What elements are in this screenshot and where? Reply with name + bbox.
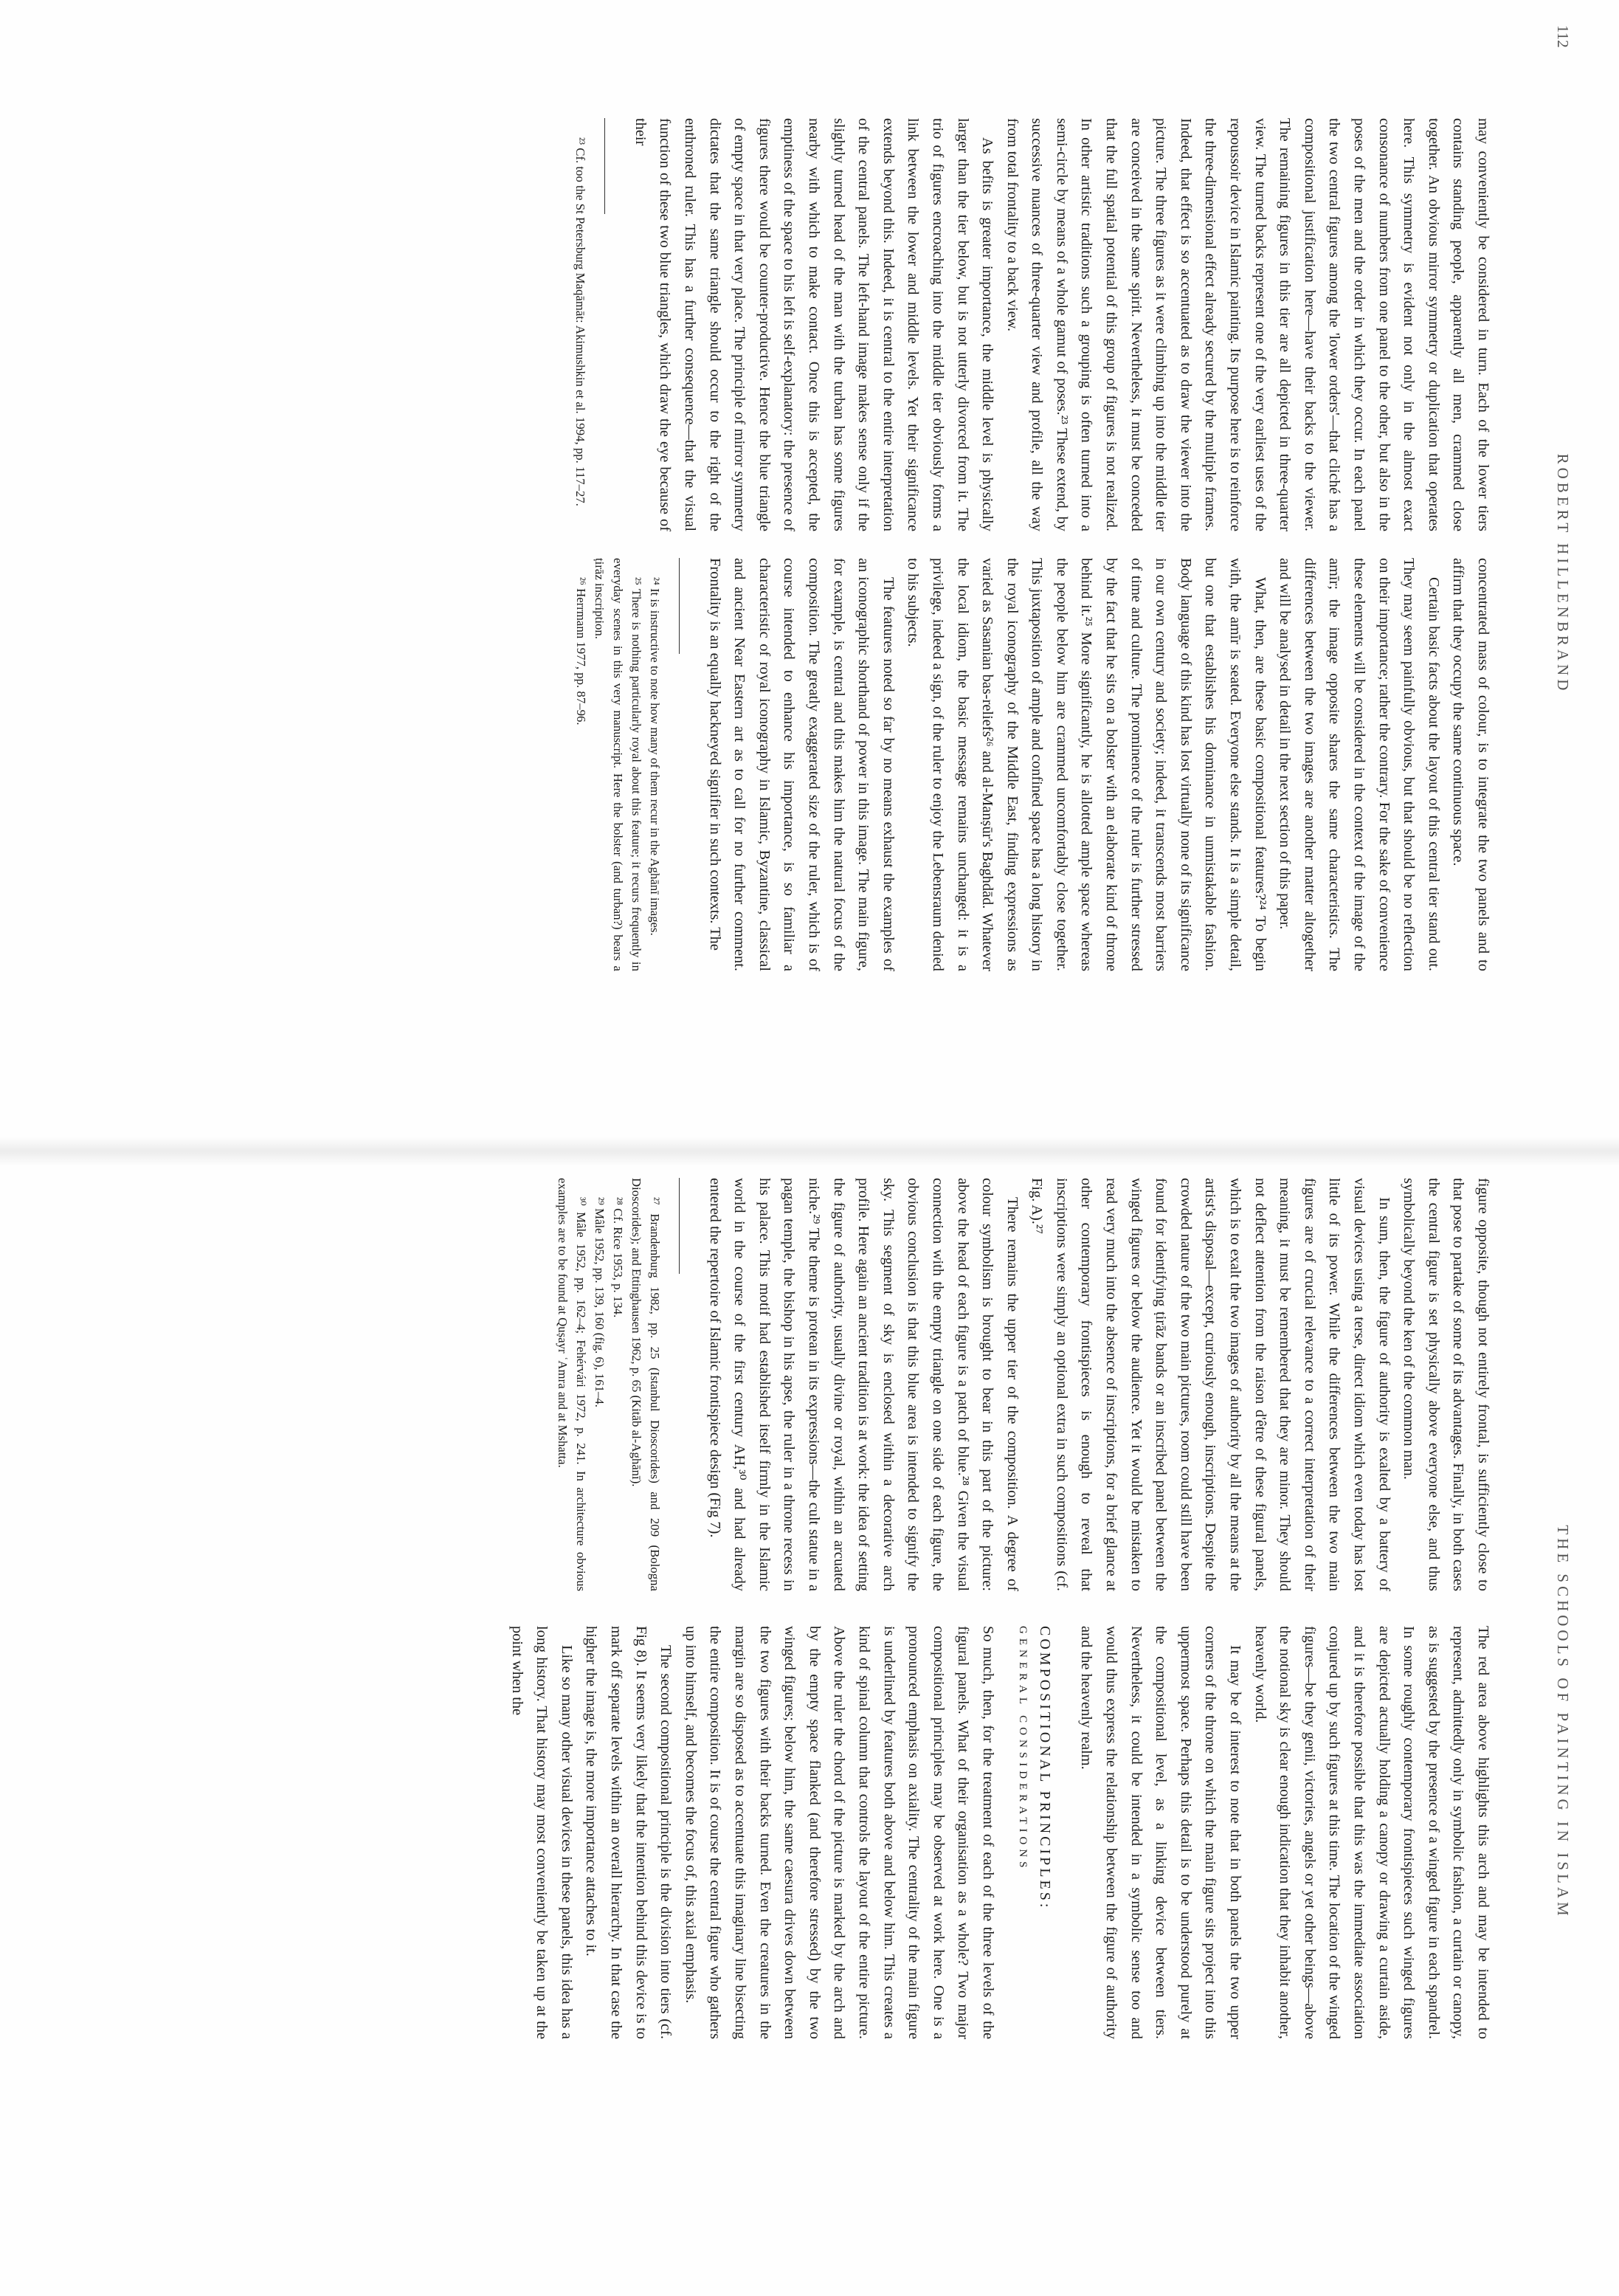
- paragraph: Certain basic facts about the layout of this central tier stand out. They may seem painfully obvious, but that should be no reflection on their importance; rather the contrary. For the sake of convenience these elements will be considered in the context of the image of the amīr; the image opposite shares the same characteristics. The differences between the two images are another matter altogether and will be analysed in detail in the next section of this paper.: [1277, 558, 1442, 971]
- paragraph: So much, then, for the treatment of each of the three levels of the figural panels. What of their organisation as a whole? Two major compositional principles may be observed at work here. One is a pronounced emphasis on axiality. The centrality of the main figure is underlined by features both above and below him. This creates a kind of spinal column that controls the layout of the entire picture. Above the ruler the chord of the picture is marked by the arch and by the empty space flanked (and therefore stressed) by the two winged figures; below him, the same caesura drives down between the two figures with their backs turned. Even the creatures in the margin are so disposed as to accentuate this imaginary line bisecting the entire composition. It is of course the central figure who gathers up into himself, and becomes the focus of, this axial emphasis.: [682, 1626, 996, 2039]
- paragraph: concentrated mass of colour, is to integrate the two panels and to affirm that they occupy the same continuous space.: [1450, 558, 1491, 971]
- text-column: [34, 118, 1495, 531]
- footnote: ³⁰ Mâle 1952, pp. 162–4; Fehérvári 1972, p. 241. In architecture obvious examples are to be found at Quṣayr ʿAmra and at Mshatta.: [556, 1178, 588, 1591]
- paragraph: There remains the upper tier of the composition. A degree of colour symbolism is brought to bear in this part of the picture: above the head of each figure is a patch of blue.²⁸ Given the visual connection with the empty triangle on one side of each figure, the obvious conclusion is that this blue area is intended to signify the sky. This segment of sky is enclosed within a decorative arch profile. Here again an ancient tradition is at work: the idea of setting the figure of authority, usually divine or royal, within an arcuated niche.²⁹ The theme is protean in its expressions—the cult statue in a pagan temple, the bishop in his apse, the ruler in a throne recess in his palace. This motif had established itself firmly in the Islamic world in the course of the first century AH,³⁰ and had already entered the repertoire of Islamic frontispiece design (Fig 7).: [706, 1178, 1021, 1591]
- footnote: ²⁹ Mâle 1952, pp. 139, 160 (fig. 6), 161–4.: [593, 1197, 607, 1407]
- footnote-rule: [679, 558, 680, 654]
- footnote: ²⁶ Herrmann 1977, pp. 87–96.: [574, 577, 588, 725]
- section-heading: [1012, 1626, 1056, 2039]
- footnote: ²³ Cf. too the St Petersburg Maqāmāt: Akimushkin et al. 1994, pp. 117–27.: [573, 137, 588, 506]
- paragraph: The second compositional principle is the division into tiers (cf. Fig 8). It seems very likely that the intention behind this device is to mark off separate levels within an overall hierarchy. In that case the higher the image is, the more importance attaches to it.: [583, 1626, 674, 2039]
- section-heading-title: COMPOSITIONAL PRINCIPLES:: [1036, 1626, 1053, 1911]
- paragraph: The red area above highlights this arch and may be intended to represent, admittedly only in symbolic fashion, a curtain or canopy, as is suggested by the presence of a winged figure in each spandrel. In some roughly contemporary frontispieces such winged figures are depicted actually holding a canopy or drawing a curtain aside, and it is therefore possible that this was the immediate association conjured up by such figures at this time. The location of the winged figures—be they genii, victories, angels or yet other beings—above the notional sky is clear enough indication that they inhabit another, heavenly world.: [1252, 1626, 1491, 2039]
- footnote: ²⁴ It is instructive to note how many of them recur in the Aghānī images.: [648, 577, 662, 936]
- right-page: [0, 1148, 1619, 2296]
- paragraph: The features noted so far by no means exhaust the examples of an iconographic shorthand of power in this image. The main figure, for example, is central and this makes him the natural focus of the composition. The greatly exaggerated size of the ruler, which is of course intended to enhance his importance, is so familiar a characteristic of royal iconography in Islamic, Byzantine, classical and ancient Near Eastern art as to call for no further comment. Frontality is an equally hackneyed signifier in such contexts. The: [706, 558, 897, 971]
- footnote: ²⁵ There is nothing particularly royal about this feature; it recurs frequently in everyday scenes in this very manuscript. Here the bolster (and turban?) bears a ṭirāz inscription.: [593, 558, 643, 971]
- paragraph: It may be of interest to note that in both panels the two upper corners of the throne on which the main figure sits project into this uppermost space. Perhaps this detail is to be understood purely at the compositional level, as a linking device between tiers. Nevertheless, it could be intended in a symbolic sense too and would thus express the relationship between the figure of authority and the heavenly realm.: [1078, 1626, 1244, 2039]
- footnote: ²⁷ Brandenburg 1982, pp. 25 (Istanbul Dioscorides) and 209 (Bologna Dioscorides); and Ettinghausen 1962, p. 65 (Kitāb al-Aghānī).: [629, 1178, 662, 1591]
- running-head: ROBERT HILLENBRAND: [1554, 453, 1572, 694]
- footnote-rule: [679, 1178, 680, 1274]
- paragraph: What, then, are these basic compositional features?²⁴ To begin with, the amīr is seated. Everyone else stands. It is a simple detail, but one that establishes his dominance in unmistakable fashion. Body language of this kind has lost virtually none of its significance in our own century and society; indeed, it transcends most barriers of time and culture. The prominence of the ruler is further stressed by the fact that he sits on a bolster with an elaborate kind of throne behind it.²⁵ More significantly, he is allotted ample space whereas the people below him are crammed uncomfortably close together. This juxtaposition of ample and confined space has a long history in the royal iconography of the Middle East, finding expressions as varied as Sasanian bas-reliefs²⁶ and al-Manṣūr's Baghdād. Whatever the local idiom, the basic message remains unchanged: it is a privilege, indeed a sign, of the ruler to enjoy the Lebensraum denied to his subjects.: [905, 558, 1268, 971]
- text-column: [34, 1626, 1495, 2039]
- text-column: [34, 558, 1495, 971]
- running-head: THE SCHOOLS OF PAINTING IN ISLAM: [1554, 1525, 1572, 1920]
- paragraph: As befits is greater importance, the middle level is physically larger than the tier below, but is not utterly divorced from it. The trio of figures encroaching into the middle tier obviously forms a link between the lower and middle levels. Yet their significance extends beyond this. Indeed, it is central to the entire interpretation of the central panels. The left-hand image makes sense only if the slightly turned head of the man with the turban has some figures nearby with which to make contact. Once this is accepted, the emptiness of the space to his left is self-explanatory: the presence of figures there would be counter-productive. Hence the blue triangle of empty space in that very place. The principle of mirror symmetry dictates that the same triangle should occur to the right of the enthroned ruler. This has a further consequence—that the visual function of these two blue triangles, which draw the eye because of their: [632, 118, 996, 531]
- paragraph: Like so many other visual devices in these panels, this idea has a long history. That history may most conveniently be taken up at the point when the: [508, 1626, 575, 2039]
- paragraph: In sum, then, the figure of authority is exalted by a battery of visual devices using a terse, direct idiom which even today has lost little of its power. While the differences between the two main figures are of crucial relevance to a correct interpretation of their meaning, it must be remembered that they are minor. They should not deflect attention from the raison d'être of these figural panels, which is to exalt the two images of authority by all the means at the artist's disposal—except, curiously enough, inscriptions. Despite the crowded nature of the two main pictures, room could still have been found for identifying ṭirāz bands or an inscribed panel between the winged figures or below the audience. Yet it would be mistaken to read very much into the absence of inscriptions, for a brief glance at other contemporary frontispieces is enough to reveal that inscriptions were simply an optional extra in such compositions (cf. Fig. A).²⁷: [1029, 1178, 1392, 1591]
- paragraph: figure opposite, though not entirely frontal, is sufficiently close to that pose to partake of some of its advantages. Finally, in both cases the central figure is set physically above everyone else, and thus symbolically beyond the ken of the common man.: [1401, 1178, 1491, 1591]
- paragraph: may conveniently be considered in turn. Each of the lower tiers contains standing people, apparently all men, crammed close together. An obvious mirror symmetry or duplication that operates here. This symmetry is evident not only in the almost exact consonance of numbers from one panel to the other, but also in the poses of the men and the order in which they occur. In each panel the two central figures among the 'lower orders'—that cliché has a compositional justification here—have their backs to the viewer. The remaining figures in this tier are all depicted in three-quarter view. The turned backs represent one of the very earliest uses of the repoussoir device in Islamic painting. Its purpose here is to reinforce the three-dimensional effect already secured by the multiple frames. Indeed, that effect is so accentuated as to draw the viewer into the picture. The three figures as it were climbing up into the middle tier are conceived in the same spirit. Nevertheless, it must be conceded that the full spatial potential of this group of figures is not realized. In other artistic traditions such a grouping is often turned into a semi-circle by means of a whole gamut of poses.²³ These extend, by successive nuances of three-quarter view and profile, all the way from total frontality to a back view.: [1004, 118, 1491, 531]
- text-column: [34, 1178, 1495, 1591]
- page-number: 112: [1554, 25, 1572, 48]
- section-subheading: GENERAL CONSIDERATIONS: [1016, 1626, 1029, 1872]
- footnote: ²⁸ Cf. Rice 1953, p. 134.: [611, 1197, 625, 1318]
- footnote-rule: [604, 118, 605, 214]
